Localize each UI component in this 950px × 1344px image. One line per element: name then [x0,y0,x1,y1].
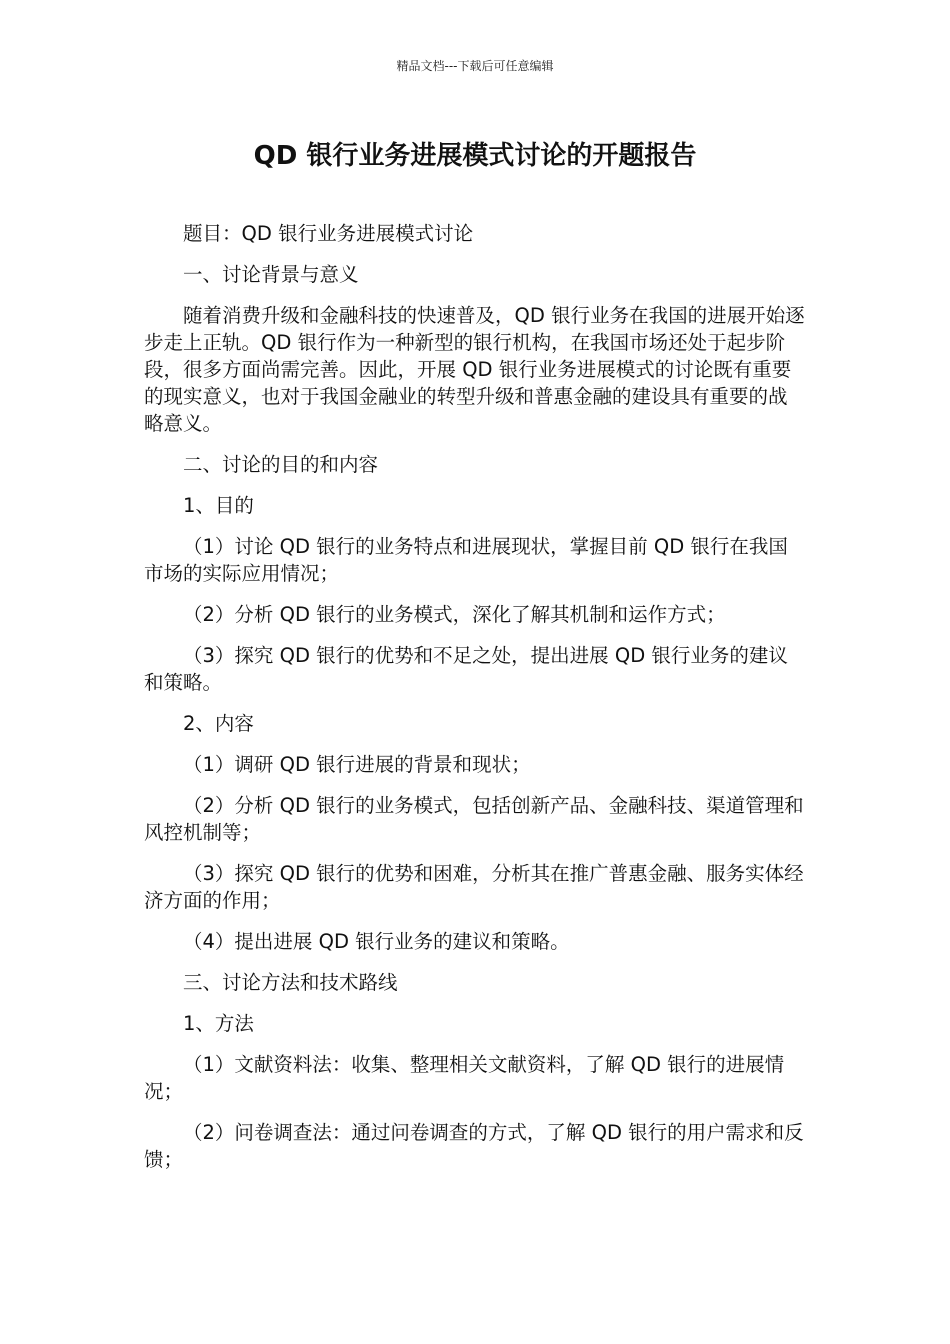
heading-purpose: 1、目的 [183,494,254,517]
list-item-content-3: （3）探究 QD 银行的优势和困难，分析其在推广普惠金融、服务实体经济方面的作用； [144,862,804,912]
paragraph-topic: 题目：QD 银行业务进展模式讨论 [183,222,474,245]
heading-section-3: 三、讨论方法和技术路线 [183,971,398,994]
list-item-content-1: （1）调研 QD 银行进展的背景和现状； [183,753,531,776]
page-header: 精品文档---下载后可任意编辑 [396,59,554,73]
list-item-purpose-3: （3）探究 QD 银行的优势和不足之处，提出进展 QD 银行业务的建议和策略。 [144,644,788,694]
list-item-content-2: （2）分析 QD 银行的业务模式，包括创新产品、金融科技、渠道管理和风控机制等； [144,794,804,844]
document-body [144,213,806,1180]
document-title: QD 银行业务进展模式讨论的开题报告 [253,141,697,171]
heading-section-1: 一、讨论背景与意义 [183,263,359,286]
paragraph-background: 随着消费升级和金融科技的快速普及，QD 银行业务在我国的进展开始逐步走上正轨。QD 银行作为一种新型的银行机构，在我国市场还处于起步阶段，很多方面尚需完善。因此，开展 QD 银行业务进展模式的讨论既有重要的现实意义，也对于我国金融业的转型升级和普惠金融的建设具有重要的战略意义。 [144,304,805,435]
heading-section-2: 二、讨论的目的和内容 [183,453,379,476]
heading-content: 2、内容 [183,712,254,735]
list-item-method-2: （2）问卷调查法：通过问卷调查的方式，了解 QD 银行的用户需求和反馈； [144,1121,804,1171]
list-item-purpose-1: （1）讨论 QD 银行的业务特点和进展现状，掌握目前 QD 银行在我国市场的实际应用情况； [144,535,788,585]
list-item-purpose-2: （2）分析 QD 银行的业务模式，深化了解其机制和运作方式； [183,603,726,626]
list-item-method-1: （1）文献资料法：收集、整理相关文献资料，了解 QD 银行的进展情况； [144,1053,785,1103]
heading-method: 1、方法 [183,1012,254,1035]
list-item-content-4: （4）提出进展 QD 银行业务的建议和策略。 [183,930,570,953]
